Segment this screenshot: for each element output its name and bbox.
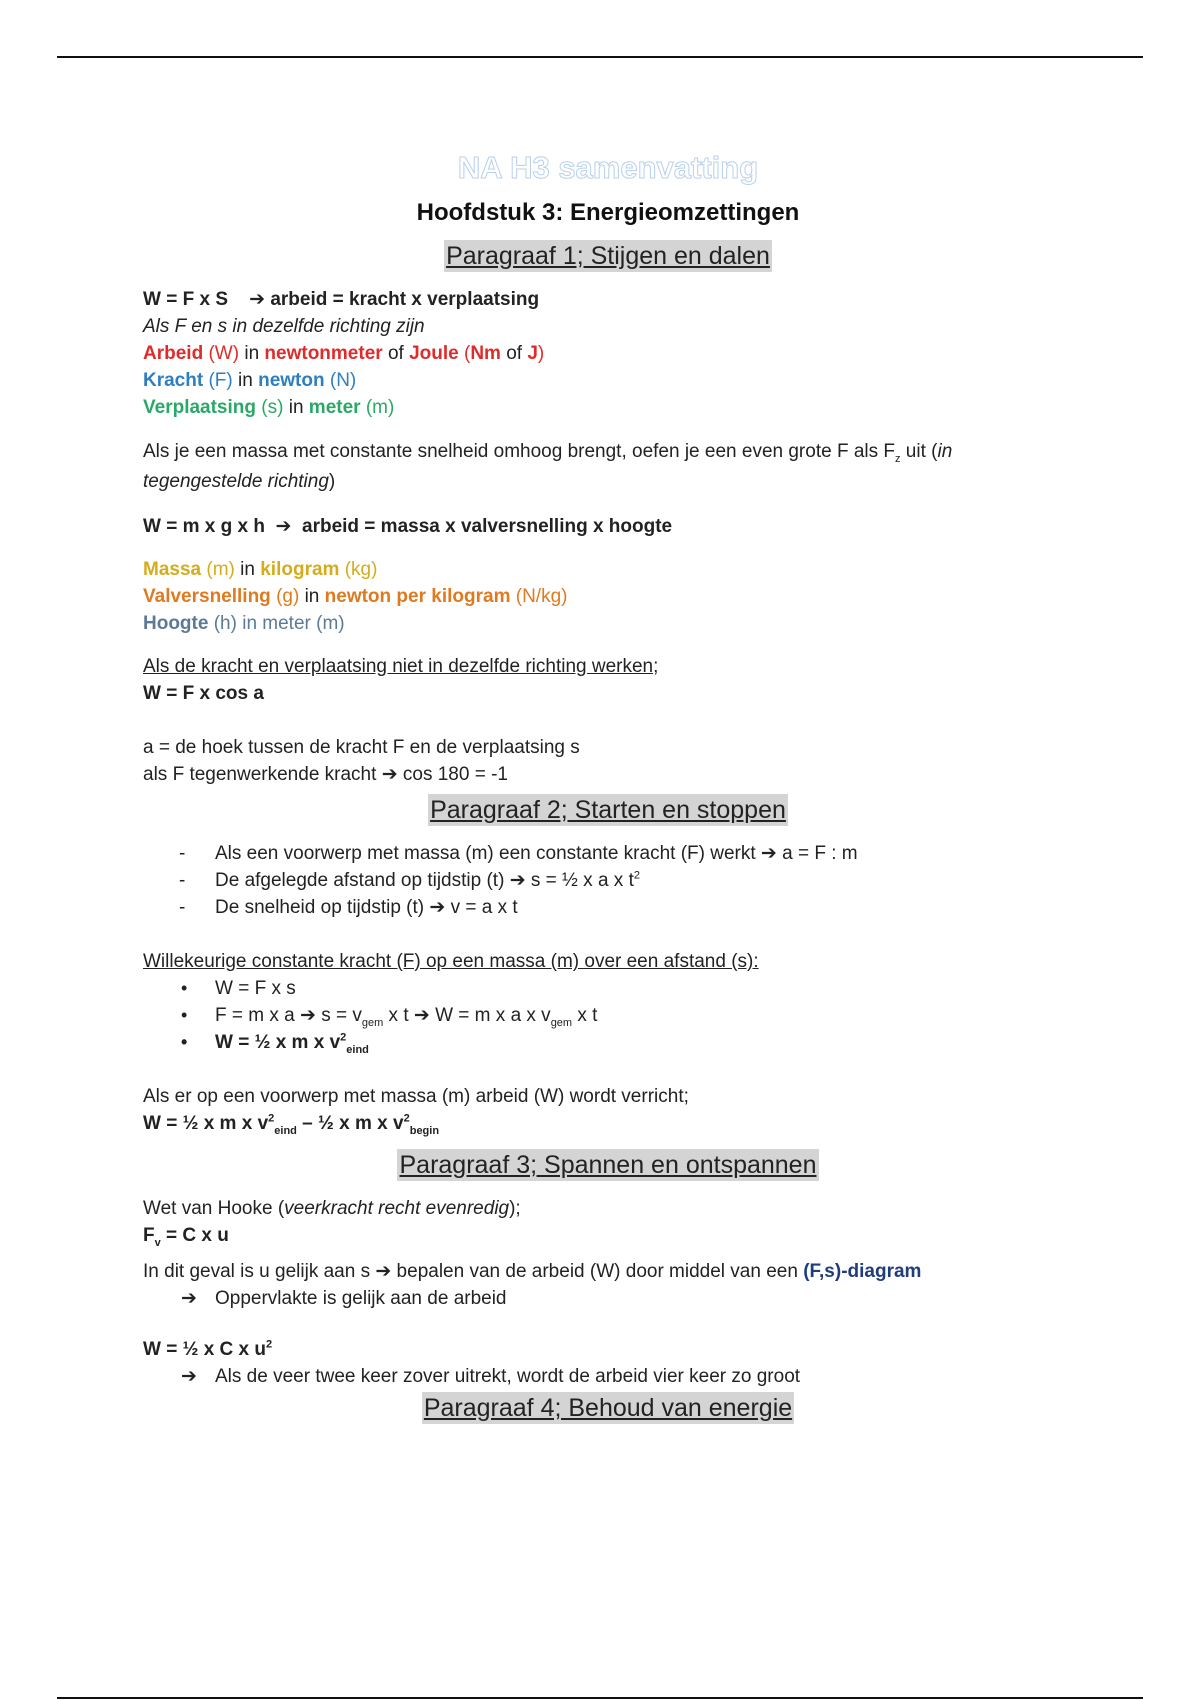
formula-part: = C x u (160, 1225, 229, 1246)
document-title: NA H3 samenvatting (457, 150, 759, 185)
unit-newton: newton (258, 370, 325, 391)
formula-work-text: arbeid = kracht x verplaatsing (265, 289, 540, 310)
counterforce-text (143, 761, 1073, 788)
subscript: v (154, 1236, 161, 1249)
arrow-icon: ➔ (275, 516, 292, 537)
unit-kracht-line (143, 367, 1073, 394)
list-text: Als een voorwerp met massa (m) een constante kracht (F) werkt (215, 843, 761, 864)
formula-part: W = ½ x m x v (143, 1113, 269, 1134)
section-1-heading: Paragraaf 1; Stijgen en dalen (446, 242, 770, 270)
unit-kg: (kg) (339, 559, 378, 580)
paren-close: ) (537, 343, 545, 364)
top-rule (57, 56, 1143, 58)
word-in: in (304, 586, 325, 607)
arrow-icon: ➔ (249, 289, 266, 310)
unit-valversnelling-line (143, 583, 1073, 610)
term-hoogte: Hoogte (143, 613, 209, 634)
list-text: F = m x a (215, 1005, 300, 1026)
arrow-icon: ➔ (181, 1366, 197, 1387)
list-item (143, 1002, 1073, 1029)
list-text: s = v (315, 1005, 362, 1026)
hooke-italic: veerkracht recht evenredig (284, 1198, 510, 1219)
unit-m: (m) (360, 397, 395, 418)
unit-hoogte-line (143, 610, 1073, 637)
superscript: 2 (403, 1112, 410, 1125)
symbol-m: (m) (201, 559, 241, 580)
list-item (143, 975, 1073, 1002)
geval-part: bepalen van de arbeid (W) door middel van een (391, 1261, 804, 1282)
formula-cos: W = F x cos a (143, 683, 264, 704)
hooke-part: Wet van Hooke ( (143, 1198, 285, 1219)
unit-arbeid-line (143, 340, 1073, 367)
list-text: W = m x a x v (429, 1005, 551, 1026)
section-2-heading-wrap (143, 794, 1073, 826)
section-1-heading-wrap (143, 240, 1073, 272)
bottom-rule (57, 1697, 1143, 1699)
dash-bullet: - (179, 843, 186, 864)
paren-open: ( (458, 343, 471, 364)
unit-j: J (527, 343, 538, 364)
term-valversnelling: Valversnelling (143, 586, 271, 607)
hooke-part: ); (509, 1198, 521, 1219)
arrow-icon: ➔ (413, 1005, 430, 1026)
unit-joule: Joule (409, 343, 459, 364)
massa-text-part: Als je een massa met constante snelheid omhoog brengt, oefen je een even grote F als F (143, 441, 896, 462)
arrow-icon: ➔ (509, 870, 526, 891)
formula-work (143, 286, 1073, 313)
veer-line (143, 1363, 1073, 1390)
unit-newtonmeter: newtonmeter (264, 343, 383, 364)
arrow-icon: ➔ (429, 897, 446, 918)
term-arbeid: Arbeid (143, 343, 204, 364)
section-3-heading: Paragraaf 3; Spannen en ontspannen (399, 1151, 817, 1179)
subscript: gem (550, 1016, 573, 1029)
symbol-f: (F) (203, 370, 239, 391)
list-text: x t (383, 1005, 414, 1026)
subscript: eind (346, 1043, 369, 1056)
superscript: 2 (266, 1338, 273, 1351)
subscript: begin (409, 1124, 440, 1137)
document-body (143, 148, 1073, 1438)
section-3-heading-wrap (143, 1149, 1073, 1181)
dash-bullet: - (179, 870, 186, 891)
unit-verplaatsing-line (143, 394, 1073, 421)
list-item (143, 894, 1073, 921)
verricht-text: Als er op een voorwerp met massa (m) arbeid (W) wordt verricht; (143, 1086, 689, 1107)
arrow-icon: ➔ (300, 1005, 316, 1026)
fs-diagram-term: (F,s)-diagram (803, 1261, 922, 1282)
unit-n: (N) (324, 370, 357, 391)
list-text: De afgelegde afstand op tijdstip (t) (215, 870, 510, 891)
arrow-icon: ➔ (181, 1288, 197, 1309)
hoogte-rest: (h) in meter (m) (208, 613, 345, 634)
geval-part: In dit geval is u gelijk aan s (143, 1261, 376, 1282)
dot-list (143, 975, 1073, 1056)
word-of: of (382, 343, 410, 364)
superscript: 2 (340, 1031, 347, 1044)
symbol-s: (s) (256, 397, 289, 418)
dot-bullet: • (181, 1032, 188, 1052)
hooke-text (143, 1195, 1073, 1222)
unit-nkg: (N/kg) (510, 586, 568, 607)
arrow-icon: ➔ (760, 843, 777, 864)
formula-mgh-expr: W = m x g x h (143, 516, 265, 537)
word-in: in (238, 370, 259, 391)
massa-text-italic: in tegengestelde richting (143, 441, 953, 492)
massa-text-part: ) (328, 471, 336, 492)
term-kracht: Kracht (143, 370, 204, 391)
formula-hooke (143, 1222, 1073, 1249)
word-in: in (240, 559, 261, 580)
chapter-heading: Hoofdstuk 3: Energieomzettingen (416, 199, 800, 226)
arrow-icon: ➔ (381, 764, 398, 785)
list-text: De snelheid op tijdstip (t) (215, 897, 430, 918)
section-2-heading: Paragraaf 2; Starten en stoppen (430, 796, 786, 824)
list-text: a = F : m (776, 843, 858, 864)
subscript: eind (274, 1124, 297, 1137)
list-text: W = F x s (215, 978, 296, 999)
list-text: s = ½ x a x t (525, 870, 634, 891)
superscript: 2 (633, 869, 640, 882)
list-text: W = ½ x m x v (215, 1032, 341, 1053)
willekeurige-kracht-text: Willekeurige constante kracht (F) op een massa (m) over een afstand (s): (143, 951, 759, 972)
superscript: 2 (268, 1112, 275, 1125)
oppervlakte-line (143, 1285, 1073, 1312)
angle-definition: a = de hoek tussen de kracht F en de verplaatsing s (143, 737, 580, 758)
unit-nm: Nm (470, 343, 501, 364)
word-in: in (239, 343, 265, 364)
word-of-2: of (500, 343, 528, 364)
formula-part: W = ½ x C x u (143, 1339, 267, 1360)
symbol-w: (W) (208, 343, 240, 364)
formula-potential-work (143, 513, 1073, 540)
dash-list (143, 840, 1073, 921)
list-item (143, 867, 1073, 894)
counterforce-part: cos 180 = -1 (397, 764, 508, 785)
term-verplaatsing: Verplaatsing (143, 397, 256, 418)
dot-bullet: • (181, 978, 188, 998)
formula-kinetic-work (143, 1110, 1073, 1137)
unit-meter: meter (308, 397, 361, 418)
arrow-icon: ➔ (375, 1261, 392, 1282)
subscript: gem (361, 1016, 384, 1029)
dot-bullet: • (181, 1005, 188, 1025)
section-4-heading: Paragraaf 4; Behoud van energie (423, 1394, 793, 1422)
veer-text: Als de veer twee keer zover uitrekt, wordt de arbeid vier keer zo groot (215, 1366, 801, 1387)
formula-work-expr: W = F x S (143, 289, 228, 310)
unit-massa-line (143, 556, 1073, 583)
massa-omhoog-text (143, 437, 1073, 497)
list-item (143, 1029, 1073, 1056)
oppervlakte-text: Oppervlakte is gelijk aan de arbeid (215, 1288, 507, 1309)
massa-text-part: uit ( (900, 441, 938, 462)
list-text: x t (572, 1005, 598, 1026)
dash-bullet: - (179, 897, 186, 918)
not-same-direction-text: Als de kracht en verplaatsing niet in dezelfde richting werken; (143, 656, 659, 677)
symbol-g: (g) (270, 586, 305, 607)
section-4-heading-wrap (143, 1392, 1073, 1424)
formula-part: F (143, 1225, 155, 1246)
geval-text (143, 1258, 1073, 1285)
formula-mgh-text: arbeid = massa x valversnelling x hoogte (296, 516, 673, 537)
term-massa: Massa (143, 559, 202, 580)
counterforce-part: als F tegenwerkende kracht (143, 764, 382, 785)
subscript-z: z (895, 452, 901, 465)
formula-spring-work (143, 1336, 1073, 1363)
unit-newton-per-kilogram: newton per kilogram (324, 586, 511, 607)
word-in: in (288, 397, 309, 418)
list-text: v = a x t (445, 897, 518, 918)
condition-text: Als F en s in dezelfde richting zijn (143, 316, 425, 337)
list-item (143, 840, 1073, 867)
formula-part: – ½ x m x v (296, 1113, 404, 1134)
unit-kilogram: kilogram (260, 559, 340, 580)
